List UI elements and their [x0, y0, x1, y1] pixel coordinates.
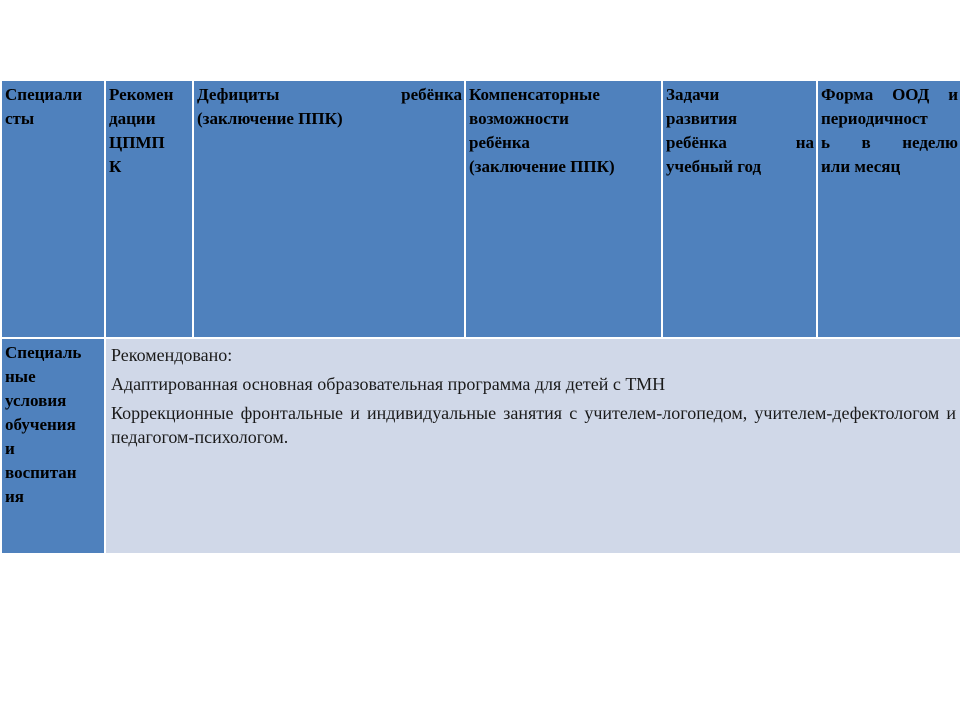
header-form-line: ь в неделю [821, 133, 958, 152]
header-form-line: или месяц [821, 157, 901, 176]
row-header-special-conditions [1, 338, 105, 554]
row-header-line: обучения [5, 415, 76, 434]
header-deficits [193, 80, 465, 338]
table-header-row [1, 80, 960, 338]
header-compensatory-line: Компенсаторные [469, 85, 600, 104]
header-form-line: периодичност [821, 109, 928, 128]
header-recommendations-line: К [109, 157, 122, 176]
special-conditions-content [105, 338, 960, 554]
header-specialists-line: сты [5, 109, 35, 128]
header-specialists-line: Специали [5, 85, 83, 104]
header-compensatory-line: ребёнка [469, 133, 530, 152]
header-tasks-line: Задачи [666, 85, 720, 104]
header-compensatory-line: (заключение ППК) [469, 157, 615, 176]
header-form-frequency [817, 80, 960, 338]
header-form-line: Форма ООД и [821, 85, 958, 104]
header-tasks-line: ребёнка на [666, 133, 814, 152]
header-deficits-line: Дефициты ребёнка [197, 85, 462, 104]
row-header-line: ные [5, 367, 36, 386]
header-compensatory [465, 80, 662, 338]
row-header-line: условия [5, 391, 67, 410]
row-header-line: воспитан [5, 463, 77, 482]
classes-recommendation: Коррекционные фронтальные и индивидуальные занятия с учителем-логопедом, учителем-дефектологом и педагогом-психологом. [111, 403, 956, 447]
header-tasks-line: учебный год [666, 157, 762, 176]
header-recommendations-line: Рекомен [109, 85, 174, 104]
planning-table [0, 79, 960, 555]
header-development-tasks [662, 80, 817, 338]
header-recommendations-line: дации [109, 109, 156, 128]
header-recommendations-line: ЦПМП [109, 133, 165, 152]
table-row [1, 338, 960, 554]
row-header-line: ия [5, 487, 24, 506]
header-tasks-line: развития [666, 109, 738, 128]
header-specialists [1, 80, 105, 338]
row-header-line: Специаль [5, 343, 82, 362]
header-recommendations [105, 80, 193, 338]
row-header-line: и [5, 439, 15, 458]
header-deficits-line: (заключение ППК) [197, 109, 343, 128]
recommended-label: Рекомендовано: [111, 345, 233, 365]
header-compensatory-line: возможности [469, 109, 569, 128]
program-recommendation: Адаптированная основная образовательная программа для детей с ТМН [111, 374, 666, 394]
